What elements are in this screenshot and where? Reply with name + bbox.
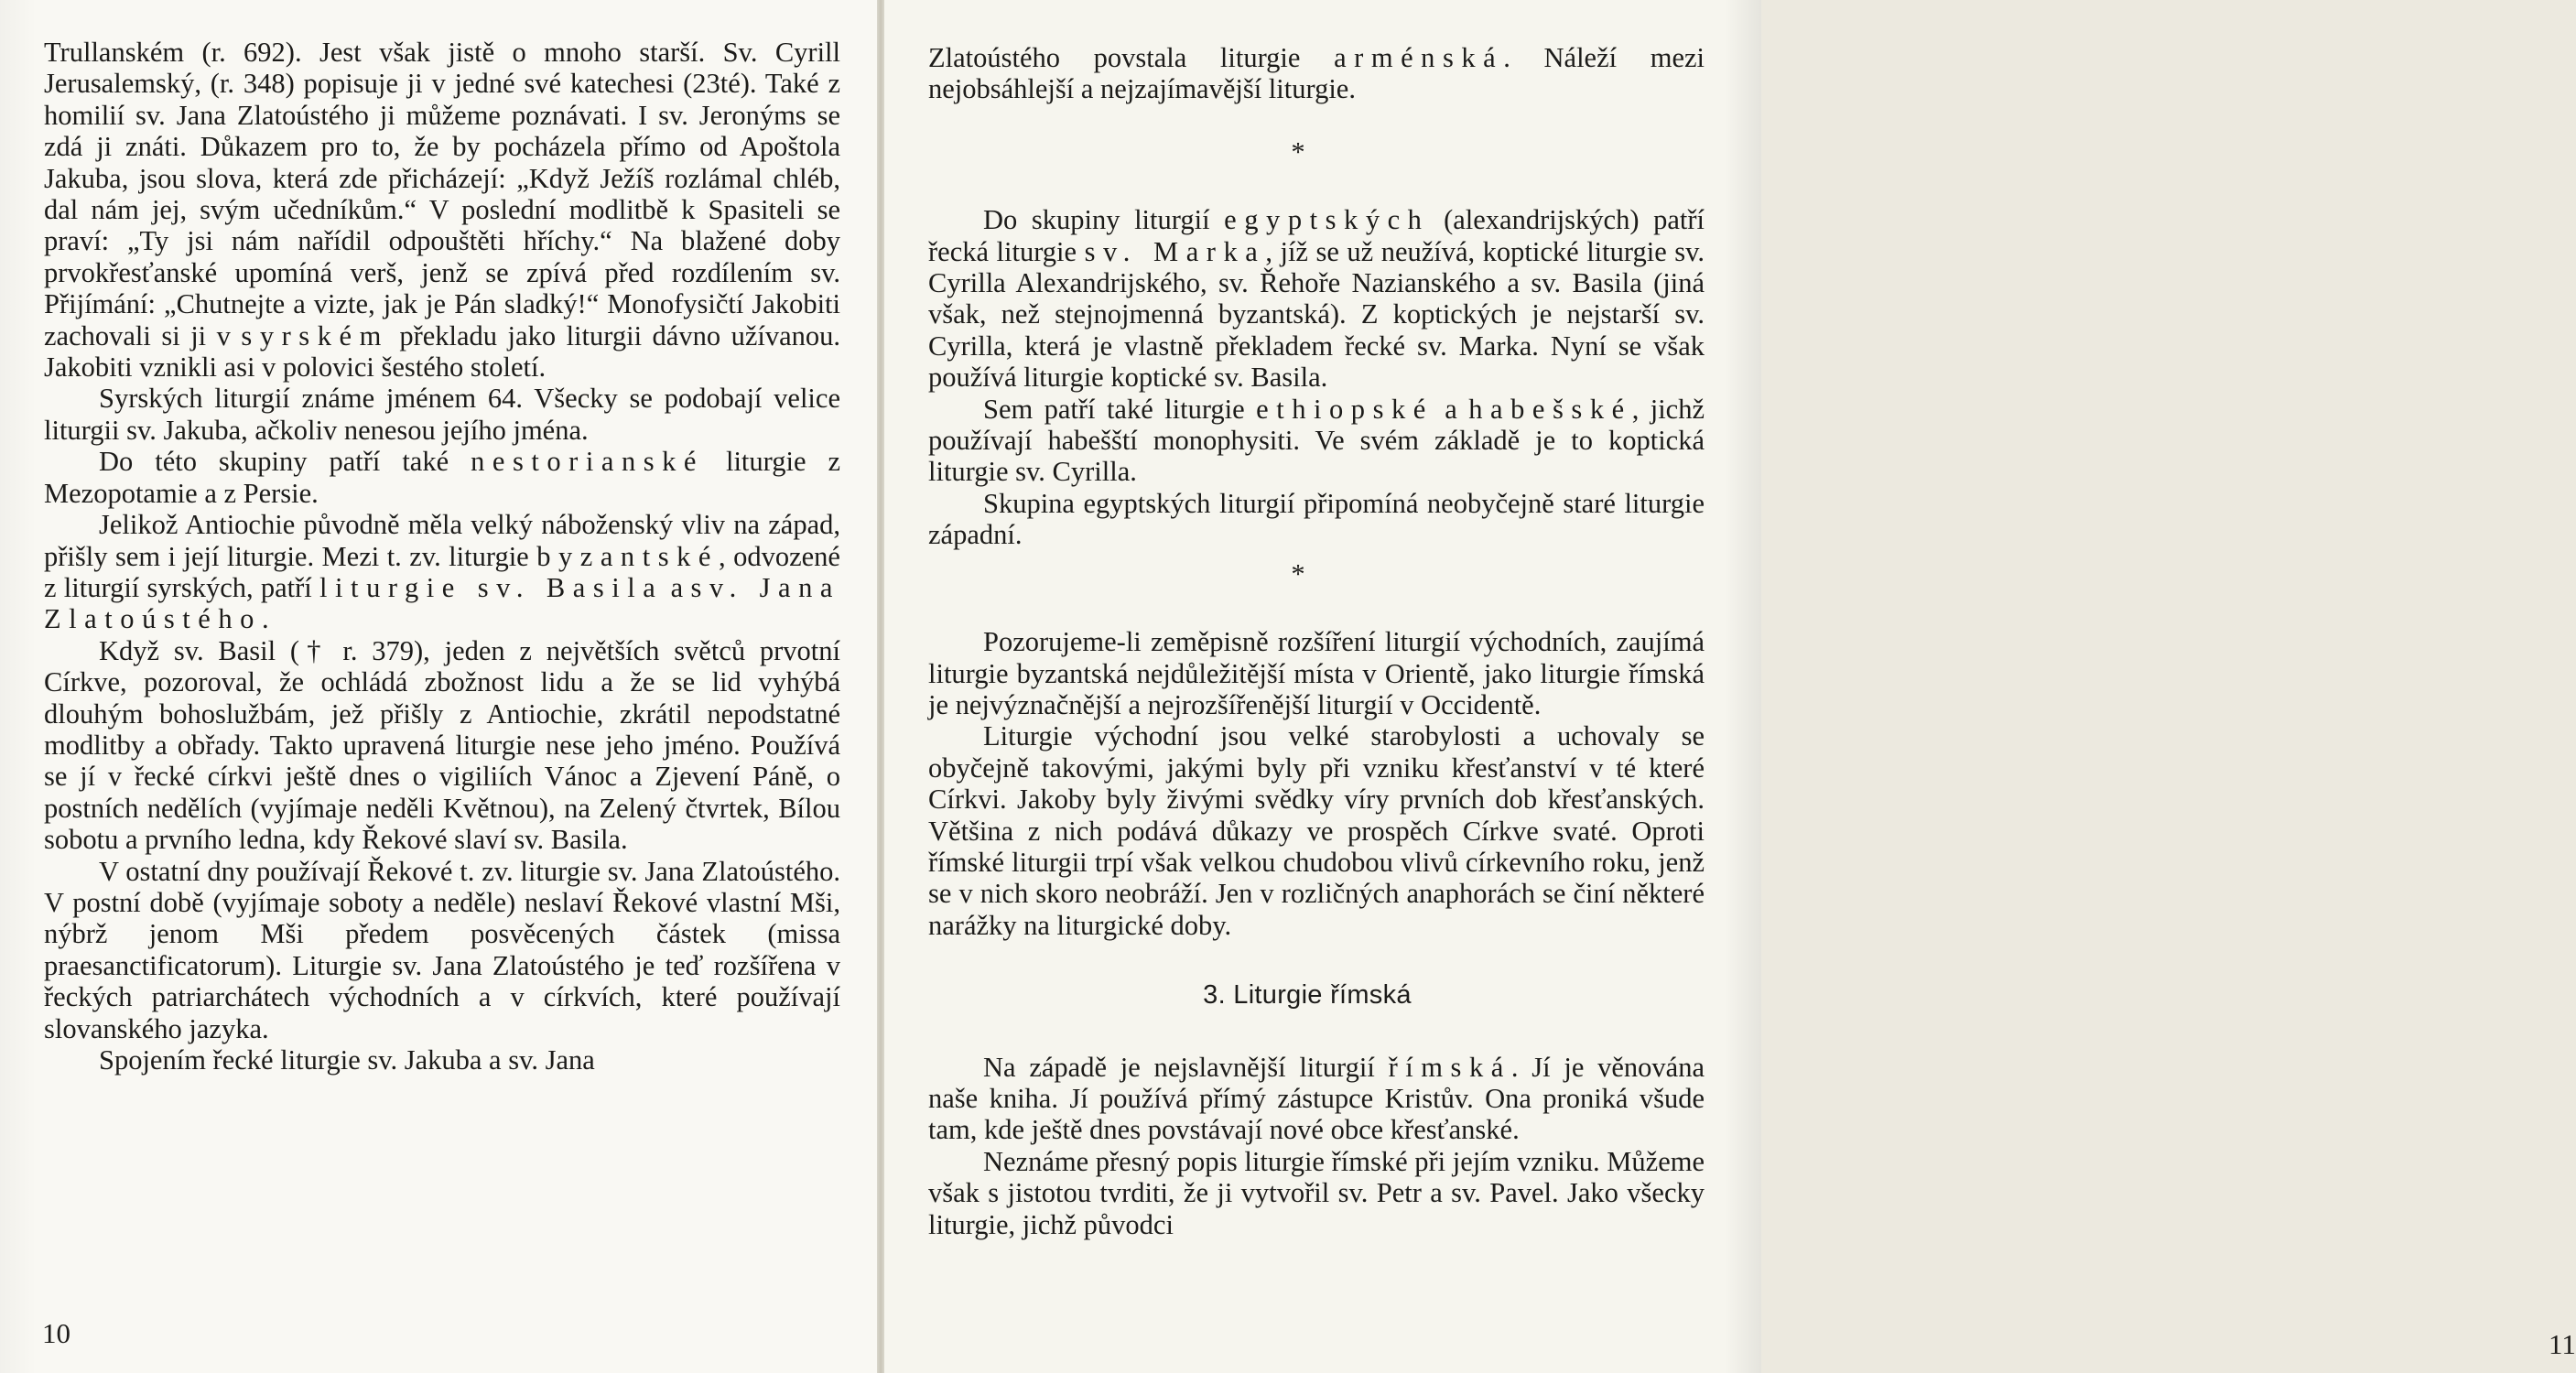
right-page-body <box>928 42 1705 1240</box>
spaced-emphasis: liturgie sv. Basila <box>319 571 664 603</box>
left-page <box>0 0 877 1373</box>
spaced-emphasis: arménská <box>1334 42 1504 73</box>
spaced-emphasis: římská <box>1388 1051 1511 1083</box>
left-page-body <box>44 37 840 1076</box>
paragraph: Na západě je nejslavnější liturgií římská. Jí je věnována naše kniha. Jí používá přímý zástupce Kristův. Ona proniká všude tam, kde ještě dnes povstávají nové obce křesťanské. <box>928 1051 1705 1146</box>
paragraph: Neznáme přesný popis liturgie římské při jejím vzniku. Můžeme však s jistotou tvrditi, že ji vytvořil sv. Petr a sv. Pavel. Jako všecky liturgie, jichž původci <box>928 1145 1705 1240</box>
paragraph: Syrských liturgií známe jménem 64. Všecky se podobají velice liturgii sv. Jakuba, ačkoliv nenesou jejího jména. <box>44 383 840 446</box>
section-separator: * <box>1291 557 1305 589</box>
paragraph: V ostatní dny používají Řekové t. zv. liturgie sv. Jana Zlatoústého. V postní době (vyjímaje soboty a neděle) neslaví Řekové vlastní Mši, nýbrž jenom Mši předem posvěcených částek (missa praesanctificatorum). Liturgie sv. Jana Zlatoústého je teď rozšířena v řeckých patriarchátech východních a v církvích, které používají slovanského jazyka. <box>44 855 840 1044</box>
section-heading: 3. Liturgie římská <box>1203 980 1412 1011</box>
paragraph: Do této skupiny patří také nestorianské liturgie z Mezopotamie a z Persie. <box>44 446 841 509</box>
paragraph: Jelikož Antiochie původně měla velký náboženský vliv na západ, přišly sem i její liturgie. Mezi t. zv. liturgie byzantské, odvozené z liturgií syrských, patří liturgie sv. Basila a sv. Jana Zlatoústého. <box>44 509 840 635</box>
paragraph: Zlatoústého povstala liturgie arménská. Náleží mezi nejobsáhlejší a nejzajímavější liturgie. <box>928 42 1705 105</box>
page-edge-shade <box>1725 0 1761 1373</box>
section-separator: * <box>1291 135 1305 168</box>
spaced-emphasis: habešské <box>1468 393 1632 425</box>
paragraph: Sem patří také liturgie ethiopské a habešské, jichž používají habešští monophysiti. Ve svém základě je to koptická liturgie sv. Cyrilla. <box>928 393 1705 488</box>
spaced-emphasis: ethiopské <box>1256 393 1434 425</box>
book-gutter <box>877 0 884 1373</box>
paragraph: Skupina egyptských liturgií připomíná neobyčejně staré liturgie západní. <box>928 487 1705 551</box>
page-number: 10 <box>42 1317 70 1349</box>
paragraph: Do skupiny liturgií egyptských (alexandrijských) patří řecká liturgie sv. Marka, jíž se už neužívá, koptické liturgie sv. Cyrilla Alexandrijského, sv. Řehoře Nazianského a sv. Basila (jiná však, než stejnojmenná byzantská). Z koptických je nejstarší sv. Cyrilla, která je vlastně překladem řecké sv. Marka. Nyní se však používá liturgie koptické sv. Basila. <box>928 204 1705 394</box>
spaced-emphasis: sv. Marka <box>1084 235 1266 267</box>
spaced-emphasis: egyptských <box>1224 204 1430 236</box>
paragraph: Když sv. Basil († r. 379), jeden z největších světců prvotní Církve, pozoroval, že ochládá zbožnost lidu a že se lid vyhýbá dlouhým bohoslužbám, jež přišly z Antiochie, zkrátil nepodstatné modlitby a obřady. Takto upravená liturgie nese jeho jméno. Používá se jí v řecké církvi ještě dnes o vigiliích Vánoc a Zjevení Páně, o postních nedělích (vyjímaje neděli Květnou), na Zelený čtvrtek, Bílou sobotu a prvního ledna, kdy Řekové slaví sv. Basila. <box>44 634 840 856</box>
paragraph: Pozorujeme-li zeměpisně rozšíření liturgií východních, zaujímá liturgie byzantská nejdůležitější místa v Orientě, jako liturgie římská je nejvýznačnější a nejrozšířenější liturgií v Occidentě. <box>928 626 1705 720</box>
paragraph: Trullanském (r. 692). Jest však jistě o mnoho starší. Sv. Cyrill Jerusalemský, (r. 348) popisuje ji v jedné své katechesi (23té). Také z homilií sv. Jana Zlatoústého ji můžeme poznávati. I sv. Jeronýms se zdá ji znáti. Důkazem pro to, že by pocházela přímo od Apoštola Jakuba, jsou slova, která zde přicházejí: „Když Ježíš rozlámal chléb, dal nám jej, svým učedníkům.“ V poslední modlitbě k Spasiteli se praví: „Ty jsi nám nařídil odpouštěti hříchy.“ Na blažené doby prvokřesťanské upomíná verš, jenž se zpívá před rozdílením sv. Přijímání: „Chutnejte a vizte, jak je Pán sladký!“ Monofysičtí Jakobiti zachovali si ji v syrském překladu jako liturgii dávno užívanou. Jakobiti vznikli asi v polovici šestého století. <box>44 37 841 384</box>
spaced-emphasis: syrském <box>241 319 389 351</box>
page-number: 11 <box>2549 1328 2576 1360</box>
paragraph: Liturgie východní jsou velké starobylosti a uchovaly se obyčejně takovými, jakými byly při vzniku křesťanství v té které Církvi. Jakoby byly živými svědky víry prvních dob křesťanských. Většina z nich podává důkazy ve prospěch Církve svaté. Oproti římské liturgii trpí však velkou chudobou vlivů církevního roku, jenž se v nich skoro neobráží. Jen v rozličných anaphorách se činí některé narážky na liturgické doby. <box>928 720 1705 941</box>
spaced-emphasis: nestorianské <box>471 446 705 478</box>
page-edge-shade <box>0 0 37 1373</box>
right-page <box>884 0 2576 1373</box>
spaced-emphasis: byzantské <box>536 540 720 572</box>
paragraph: Spojením řecké liturgie sv. Jakuba a sv. Jana <box>99 1044 595 1076</box>
spaced-emphasis: sv. Jana Zlatoústého <box>44 571 840 635</box>
